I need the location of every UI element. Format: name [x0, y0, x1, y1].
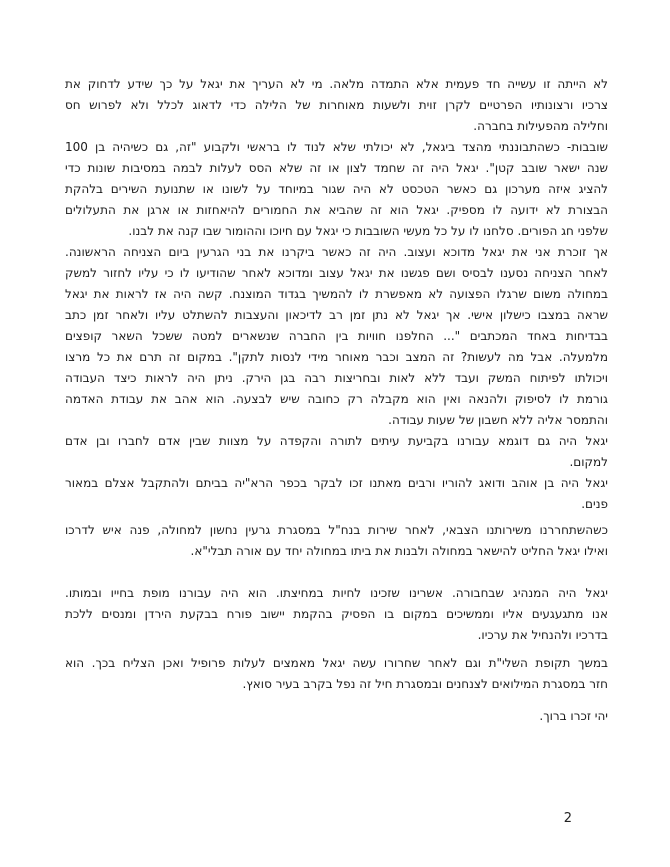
text-line: במשך תקופת השלי"ת וגם לאחר שחרורו עשה יגאל מאמצים לעלות פרופיל ואכן הצליח בכך. הוא — [65, 656, 608, 670]
text-line: שלפני חג הפורים. סלחנו לו על כל מעשי השובבות כי יגאל עם חיוכו וההומור שבו קנה את לבנו. — [128, 224, 608, 238]
paragraph-torah — [65, 431, 608, 473]
text-line: למקום. — [569, 455, 608, 469]
text-line: במחולה משום שרגלו הפצועה לא מאפשרת לו להמשיך בגדוד המוצנח. קשה היה אז לראות את יגאל — [65, 287, 608, 301]
paragraph-sadness — [65, 242, 608, 431]
text-line: ויכולתו לפיתוח המשק ועבד ללא לאות ובחריצות רבה בגן הירק. ניתן היה לראות כיצד העבודה — [65, 371, 608, 385]
text-line: שנה ישאר שובב קטן". יגאל היה זה שחמד לצון או זה שלא הסס לעלות לבמה במסיבות שונות כדי — [65, 161, 608, 175]
text-line: חזר במסגרת המילואים לצנחנים ובמסגרת חיל זה נפל בקרב בעיר סואץ. — [242, 677, 608, 691]
text-line: אך זוכרת אני את יגאל מדוכא ועצוב. היה זה כאשר ביקרנו את בני הגרעין ביום הצניחה הראשונה. — [65, 245, 608, 259]
paragraph-intro — [65, 74, 608, 137]
paragraph-family — [65, 473, 608, 515]
text-line: יגאל היה בן אוהב ודואג להוריו ורבים מאתנו זכו לבקר בכפר הרא"יה בביתם ולהתקבל אצלם במאור — [65, 476, 608, 490]
text-line: הבצורת לא ידועה לו מספיק. יגאל הוא זה שהביא את החמורים להיאחזות או ארגן את התעלולים — [65, 203, 608, 217]
paragraph-memorial — [65, 706, 608, 727]
text-line: בדרכיו ולהנחיל את ערכיו. — [477, 628, 608, 642]
text-line: לאחר הצניחה נסענו לבסיס ושם פגשנו את יגאל עצוב ומדוכא לאחר שהודיעו לו כי עליו לחזור למשק — [65, 266, 608, 280]
text-line: להציג איזה מערכון גם כאשר הטכסט לא היה שגור במיוחד על לשונו או שתנועת השירים בלהקת — [65, 182, 608, 196]
text-line: כשהשתחררנו משירותנו הצבאי, לאחר שירות בנח"ל במסגרת גרעין נחשון למחולה, פנה איש לדרכו — [65, 523, 608, 537]
text-line: אנו מתגעגעים אליו וממשיכים במקום בו הפסיק בהקמת יישוב פורח בבקעת הירדן ומנסים ללכת — [65, 607, 608, 621]
text-line: שובבות- כשהתבוננתי מהצד ביגאל, לא יכולתי שלא לנוד לו בראשי ולקבוע "זה, גם כשיהיה בן 100 — [65, 140, 608, 154]
paragraph-reserves — [65, 653, 608, 695]
page-number: 2 — [563, 811, 572, 826]
document-body — [65, 74, 608, 727]
text-line: ואילו יגאל החליט להישאר במחולה ולבנות את ביתו במחולה יחד עם אורה תבלי"א. — [190, 544, 608, 558]
text-line: יגאל היה המנהיג שבחבורה. אשרינו שזכינו לחיות במחיצתו. הוא היה עבורנו מופת בחייו ובמותו. — [65, 586, 608, 600]
text-line: מלמעלה. אבל מה לעשות? זה המצב וכבר מאוחר מידי לנסות לתקן". במקום זה תרם את כל מרצו — [65, 350, 608, 364]
paragraph-army-release — [65, 520, 608, 562]
text-line: שראה במצבו כישלון אישי. אך יגאל לא נתן זמן רב לדיכאון והעצבות להשתלט עליו ולאחר זמן כתב — [65, 308, 608, 322]
text-line: בבדיחות באחד המכתבים "... החלפנו חוויות בין החברה שנשארים למטה ששכל השאר קופצים — [65, 329, 608, 343]
text-line: פנים. — [581, 497, 608, 511]
text-line: יהי זכרו ברוך. — [539, 709, 608, 723]
text-line: והתמסר אליה ללא חשבון של שעות עבודה. — [388, 413, 608, 427]
text-line: גורמת לו לסיפוק ולהנאה ואין הוא מקבלה רק כחובה שיש לבצעה. הוא אהב את עבודת האדמה — [65, 392, 608, 406]
text-line: צרכיו ורצונותיו הפרטיים לקרן זוית ולשעות מאוחרות של הלילה כדי לדאוג לכלל ולא לפרוש חס — [65, 98, 608, 112]
paragraph-mischief — [65, 137, 608, 242]
text-line: לא הייתה זו עשייה חד פעמית אלא התמדה מלאה. מי לא העריך את יגאל על כך שידע לדחוק את — [65, 77, 608, 91]
text-line: וחלילה מהפעילות בחברה. — [473, 119, 608, 133]
paragraph-leader — [65, 583, 608, 646]
text-line: יגאל היה גם דוגמא עבורנו בקביעת עיתים לתורה והקפדה על מצוות שבין אדם לחברו ובן אדם — [65, 434, 608, 448]
